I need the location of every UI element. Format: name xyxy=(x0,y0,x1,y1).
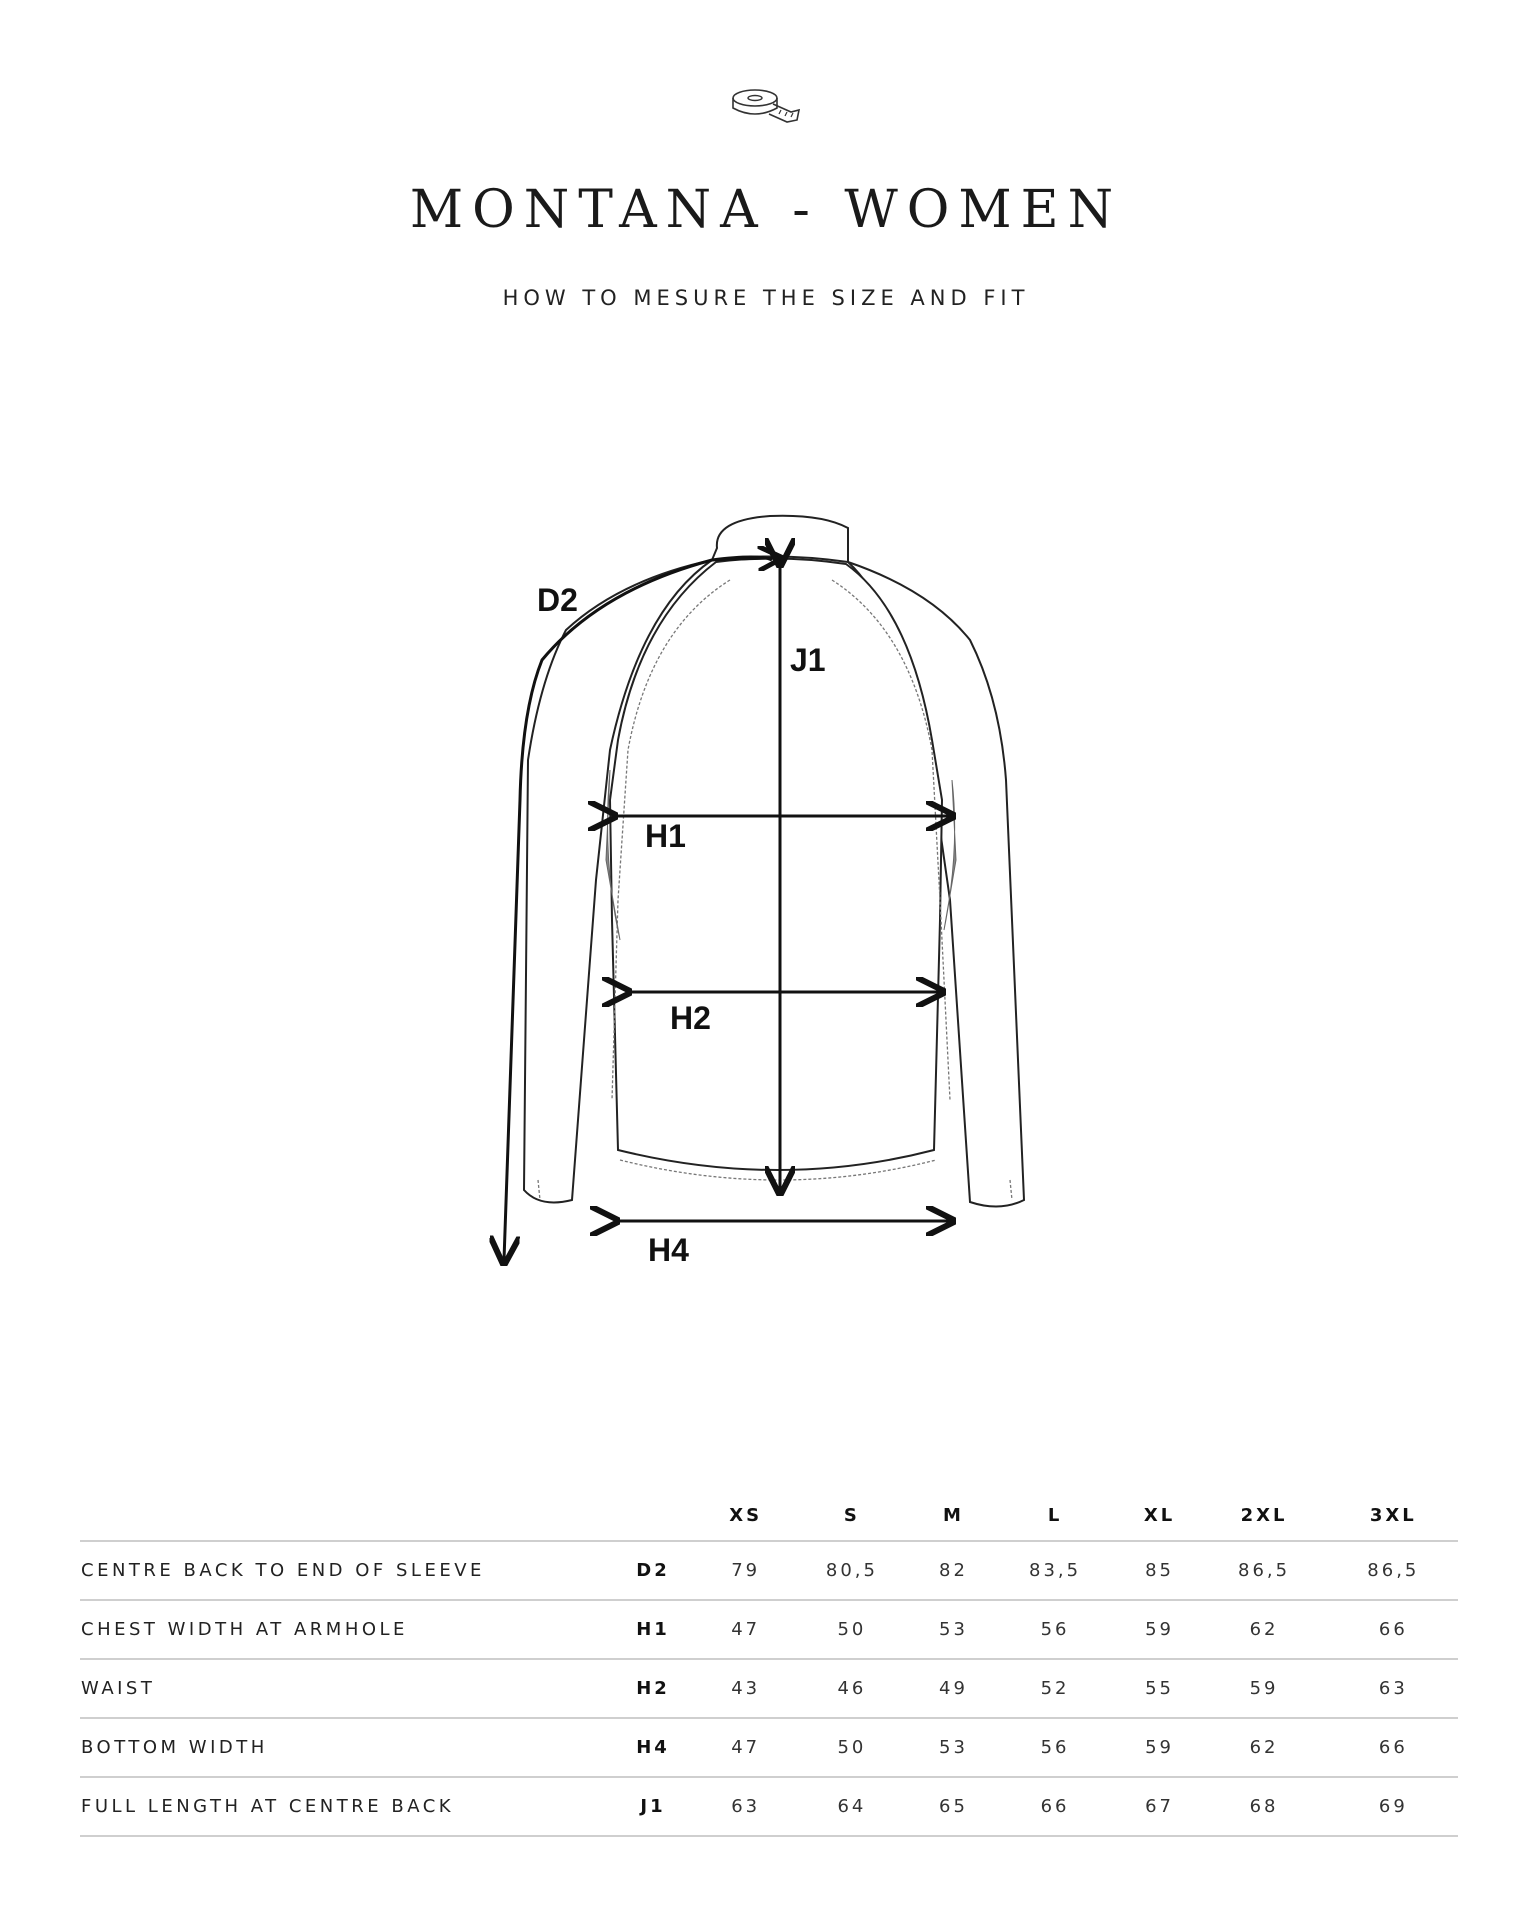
table-cell: 66 xyxy=(1329,1600,1458,1659)
garment-diagram xyxy=(480,500,1060,1290)
table-cell: 66 xyxy=(1329,1718,1458,1777)
page-title: MONTANA - WOMEN xyxy=(409,180,1123,240)
size-header: XL xyxy=(1120,1490,1200,1541)
size-header: S xyxy=(787,1490,916,1541)
table-cell: 79 xyxy=(704,1541,787,1600)
table-cell: 63 xyxy=(1329,1659,1458,1718)
table-cell: 56 xyxy=(990,1600,1119,1659)
label-d2: D2 xyxy=(537,582,578,618)
label-j1: J1 xyxy=(790,642,826,678)
table-cell: 62 xyxy=(1199,1718,1328,1777)
table-cell: 46 xyxy=(787,1659,916,1718)
table-cell: 43 xyxy=(704,1659,787,1718)
table-cell: 55 xyxy=(1120,1659,1200,1718)
size-header-row xyxy=(80,1490,1458,1541)
size-header: 3XL xyxy=(1329,1490,1458,1541)
table-cell: 47 xyxy=(704,1600,787,1659)
label-h4: H4 xyxy=(648,1232,689,1268)
table-row xyxy=(80,1541,1458,1600)
table-cell: 62 xyxy=(1199,1600,1328,1659)
table-cell: 63 xyxy=(704,1777,787,1836)
table-cell: 49 xyxy=(917,1659,991,1718)
table-cell: 59 xyxy=(1120,1600,1200,1659)
label-h1: H1 xyxy=(645,818,686,854)
table-row xyxy=(80,1718,1458,1777)
table-cell: 64 xyxy=(787,1777,916,1836)
table-cell: 86,5 xyxy=(1199,1541,1328,1600)
table-cell: 59 xyxy=(1120,1718,1200,1777)
measuring-tape-icon xyxy=(729,86,803,128)
page-subtitle: HOW TO MESURE THE SIZE AND FIT xyxy=(502,286,1030,310)
row-label: FULL LENGTH AT CENTRE BACK xyxy=(80,1777,602,1836)
size-header: M xyxy=(917,1490,991,1541)
table-cell: 85 xyxy=(1120,1541,1200,1600)
row-code: H1 xyxy=(602,1600,704,1659)
table-cell: 82 xyxy=(917,1541,991,1600)
table-cell: 68 xyxy=(1199,1777,1328,1836)
table-cell: 66 xyxy=(990,1777,1119,1836)
table-cell: 80,5 xyxy=(787,1541,916,1600)
row-code: H4 xyxy=(602,1718,704,1777)
size-header: 2XL xyxy=(1199,1490,1328,1541)
row-label: CHEST WIDTH AT ARMHOLE xyxy=(80,1600,602,1659)
row-label: BOTTOM WIDTH xyxy=(80,1718,602,1777)
table-cell: 53 xyxy=(917,1600,991,1659)
table-cell: 59 xyxy=(1199,1659,1328,1718)
table-cell: 65 xyxy=(917,1777,991,1836)
size-header: XS xyxy=(704,1490,787,1541)
table-cell: 67 xyxy=(1120,1777,1200,1836)
table-cell: 56 xyxy=(990,1718,1119,1777)
row-code: H2 xyxy=(602,1659,704,1718)
table-row xyxy=(80,1777,1458,1836)
table-cell: 47 xyxy=(704,1718,787,1777)
table-cell: 83,5 xyxy=(990,1541,1119,1600)
row-label: CENTRE BACK TO END OF SLEEVE xyxy=(80,1541,602,1600)
table-cell: 53 xyxy=(917,1718,991,1777)
row-code: D2 xyxy=(602,1541,704,1600)
table-cell: 69 xyxy=(1329,1777,1458,1836)
table-cell: 52 xyxy=(990,1659,1119,1718)
header-blank xyxy=(80,1490,602,1541)
table-cell: 86,5 xyxy=(1329,1541,1458,1600)
row-label: WAIST xyxy=(80,1659,602,1718)
size-header: L xyxy=(990,1490,1119,1541)
row-code: J1 xyxy=(602,1777,704,1836)
size-table xyxy=(80,1490,1458,1837)
table-row xyxy=(80,1659,1458,1718)
label-h2: H2 xyxy=(670,1000,711,1036)
table-row xyxy=(80,1600,1458,1659)
header-blank-code xyxy=(602,1490,704,1541)
table-cell: 50 xyxy=(787,1600,916,1659)
table-cell: 50 xyxy=(787,1718,916,1777)
